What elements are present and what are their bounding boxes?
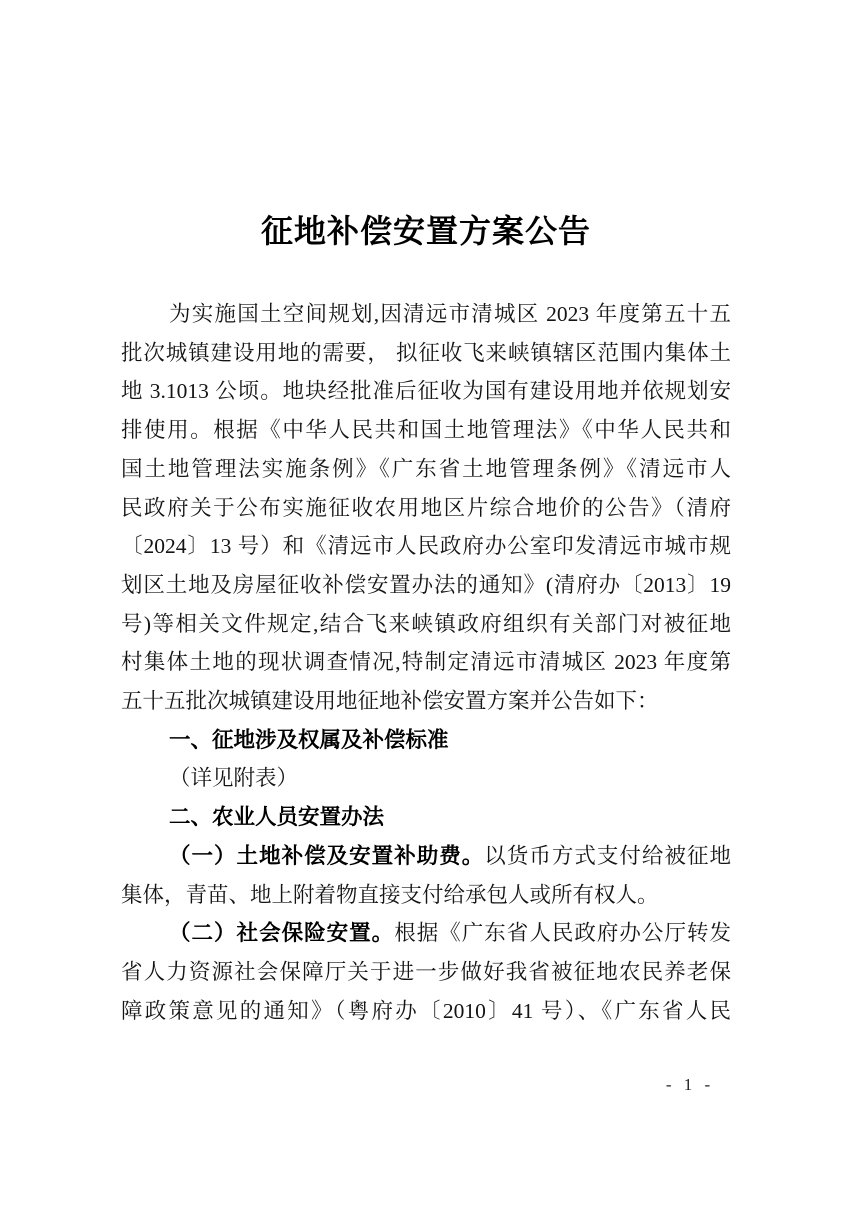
line-text: 〔2024〕13 号）和《清远市人民政府办公室印发清远市城市规	[121, 534, 731, 559]
text-line	[121, 992, 731, 1031]
page-number: - 1 -	[665, 1075, 715, 1094]
text-line	[121, 334, 731, 373]
text-line	[121, 295, 731, 334]
text-line	[121, 372, 731, 411]
document-body	[121, 295, 731, 1030]
text-line	[121, 527, 731, 566]
line-text: 以货币方式支付给被征地	[484, 843, 731, 868]
line-text: 集体，青苗、地上附着物直接支付给承包人或所有权人。	[121, 882, 659, 907]
line-text: 村集体土地的现状调查情况,特制定清远市清城区 2023 年度第	[121, 650, 731, 675]
text-line	[121, 489, 731, 528]
heading-text: 二、农业人员安置办法	[169, 805, 385, 830]
text-line	[121, 566, 731, 605]
line-text: 五十五批次城镇建设用地征地补偿安置方案并公告如下：	[121, 689, 659, 714]
line-text: 号)等相关文件规定,结合飞来峡镇政府组织有关部门对被征地	[121, 611, 731, 636]
line-text: 排使用。根据《中华人民共和国土地管理法》《中华人民共和	[121, 418, 731, 443]
item-lead-text: （一）土地补偿及安置补助费。	[169, 843, 485, 868]
line-text: 地 3.1013 公顷。地块经批准后征收为国有建设用地并依规划安	[121, 379, 731, 404]
text-line	[121, 759, 731, 798]
line-text: 民政府关于公布实施征收农用地区片综合地价的公告》（清府	[121, 495, 731, 520]
text-line	[121, 876, 731, 915]
line-text: （详见附表）	[169, 766, 299, 791]
item-lead-text: （二）社会保险安置。	[169, 921, 395, 946]
text-line	[121, 953, 731, 992]
page-title: 征地补偿安置方案公告	[260, 213, 591, 249]
heading-text: 一、征地涉及权属及补偿标准	[169, 727, 449, 752]
text-line	[121, 411, 731, 450]
line-text: 障政策意见的通知》（粤府办〔2010〕41 号）、《广东省人民	[121, 998, 731, 1023]
line-text: 省人力资源社会保障厅关于进一步做好我省被征地农民养老保	[121, 959, 731, 984]
line-text: 根据《广东省人民政府办公厅转发	[394, 921, 731, 946]
text-line	[121, 605, 731, 644]
line-text: 划区土地及房屋征收补偿安置办法的通知》(清府办〔2013〕19	[121, 572, 731, 597]
section-heading	[121, 721, 731, 760]
text-line	[121, 643, 731, 682]
text-line	[121, 682, 731, 721]
text-line	[121, 914, 731, 953]
line-text: 国土地管理法实施条例》《广东省土地管理条例》《清远市人	[121, 456, 731, 481]
text-line	[121, 450, 731, 489]
section-heading	[121, 798, 731, 837]
text-line	[121, 837, 731, 876]
line-text: 为实施国土空间规划,因清远市清城区 2023 年度第五十五	[169, 302, 731, 326]
line-text: 批次城镇建设用地的需要， 拟征收飞来峡镇辖区范围内集体土	[121, 340, 731, 365]
